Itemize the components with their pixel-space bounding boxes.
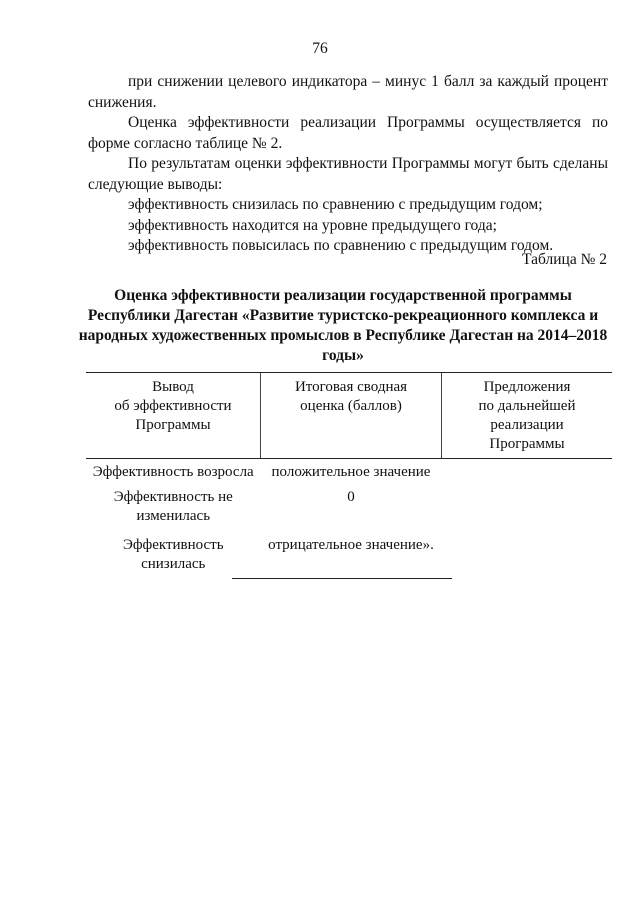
- cell-proposal: [442, 530, 613, 578]
- header-proposals-text: Предложения по дальнейшей реализации Программы: [478, 379, 576, 452]
- paragraph-conclusions-intro: По результатам оценки эффективности Программы могут быть сделаны следующие выводы:: [88, 155, 608, 193]
- evaluation-table: [86, 372, 612, 578]
- cell-proposal: [442, 486, 613, 530]
- table-caption: Таблица № 2: [522, 251, 607, 268]
- cell-proposal: [442, 459, 613, 487]
- end-divider: [232, 578, 452, 579]
- header-conclusion: [86, 373, 261, 459]
- header-proposals: [442, 373, 613, 459]
- conclusion-increased: эффективность повысилась по сравнению с предыдущим годом.: [128, 237, 554, 254]
- table-header-row: [86, 373, 612, 459]
- header-score: [261, 373, 442, 459]
- cell-conclusion: Эффективность возросла: [92, 464, 254, 480]
- paragraph-evaluation-form: Оценка эффективности реализации Программы осуществляется по форме согласно таблице № 2.: [88, 114, 608, 152]
- cell-score: положительное значение: [271, 464, 431, 480]
- header-conclusion-text: Вывод об эффективности Программы: [114, 379, 232, 433]
- header-score-text: Итоговая сводная оценка (баллов): [294, 379, 408, 414]
- table-row: [86, 459, 612, 487]
- paragraph-indicator-decrease: при снижении целевого индикатора – минус 1 балл за каждый процент снижения.: [88, 73, 608, 111]
- table-title: Оценка эффективности реализации государственной программы Республики Дагестан «Развитие туристско-рекреационного комплекса и народных художественных промыслов в Республике Дагестан на 2014–2018 годы»: [78, 287, 608, 364]
- body-text: [88, 72, 608, 257]
- conclusion-same-level: эффективность находится на уровне предыдущего года;: [128, 216, 497, 234]
- page-number: 76: [312, 40, 328, 57]
- cell-conclusion: Эффективность не изменилась: [113, 489, 233, 524]
- table-row: [86, 530, 612, 578]
- conclusion-decreased: эффективность снизилась по сравнению с предыдущим годом;: [128, 196, 543, 213]
- cell-score: 0: [347, 489, 355, 505]
- cell-score: отрицательное значение».: [268, 537, 434, 553]
- table-row: [86, 486, 612, 530]
- cell-conclusion: Эффективность снизилась: [122, 537, 224, 572]
